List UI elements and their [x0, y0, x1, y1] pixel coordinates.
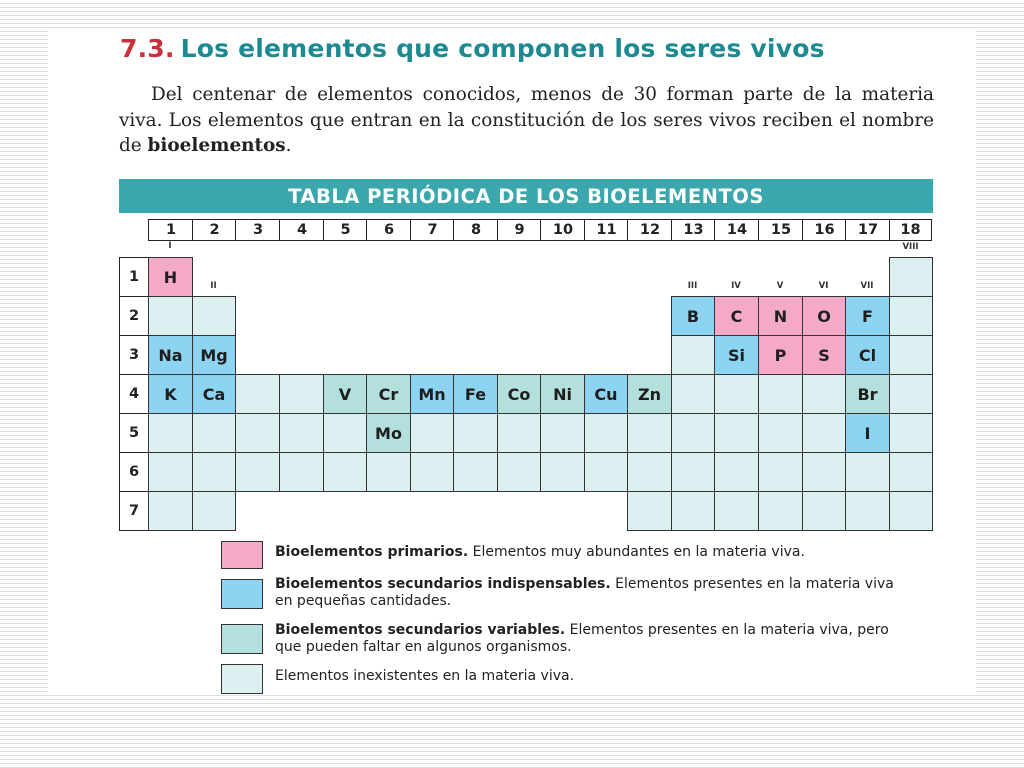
roman-group-label: VII	[860, 281, 874, 291]
period-label: 3	[119, 335, 149, 375]
legend-swatch-secondary-indispensable	[221, 579, 263, 609]
roman-group-label: I	[168, 241, 172, 251]
empty-element-cell	[192, 296, 236, 336]
element-cell-mo: Mo	[366, 413, 411, 453]
empty-element-cell	[845, 452, 890, 492]
element-cell-br: Br	[845, 374, 890, 414]
group-header: 12	[627, 219, 672, 241]
element-cell-ca: Ca	[192, 374, 236, 414]
element-cell-na: Na	[148, 335, 193, 375]
empty-element-cell	[671, 452, 715, 492]
empty-element-cell	[714, 374, 759, 414]
group-header: 5	[323, 219, 367, 241]
roman-group-label: VI	[818, 281, 829, 291]
empty-element-cell	[584, 452, 628, 492]
roman-group-label: VIII	[902, 242, 919, 252]
element-cell-cu: Cu	[584, 374, 628, 414]
legend-swatch-absent	[221, 664, 263, 694]
group-header: 16	[802, 219, 846, 241]
roman-group-label: V	[776, 281, 784, 291]
period-label: 2	[119, 296, 149, 336]
empty-element-cell	[540, 413, 585, 453]
group-header: 2	[192, 219, 236, 241]
empty-element-cell	[889, 452, 933, 492]
empty-element-cell	[627, 452, 672, 492]
section-title: Los elementos que componen los seres vivos	[180, 34, 825, 63]
empty-element-cell	[497, 452, 541, 492]
empty-element-cell	[714, 452, 759, 492]
legend-swatch-primary	[221, 541, 263, 569]
empty-element-cell	[889, 257, 933, 297]
legend-description: Elementos muy abundantes en la materia viva.	[468, 544, 805, 560]
empty-element-cell	[889, 335, 933, 375]
legend-term: Bioelementos secundarios variables.	[275, 622, 566, 638]
textbook-page	[48, 30, 976, 694]
legend-text	[275, 668, 915, 685]
empty-element-cell	[279, 413, 324, 453]
empty-element-cell	[889, 374, 933, 414]
element-cell-co: Co	[497, 374, 541, 414]
group-header: 13	[671, 219, 715, 241]
empty-element-cell	[802, 452, 846, 492]
element-cell-zn: Zn	[627, 374, 672, 414]
section-number: 7.3.	[120, 34, 175, 63]
group-header: 11	[584, 219, 628, 241]
empty-element-cell	[889, 491, 933, 531]
empty-element-cell	[889, 413, 933, 453]
legend-description: Elementos inexistentes en la materia viva.	[275, 668, 575, 684]
element-cell-c: C	[714, 296, 759, 336]
empty-element-cell	[323, 413, 367, 453]
empty-element-cell	[497, 413, 541, 453]
empty-element-cell	[453, 413, 498, 453]
empty-element-cell	[279, 452, 324, 492]
element-cell-v: V	[323, 374, 367, 414]
element-cell-si: Si	[714, 335, 759, 375]
period-label: 6	[119, 452, 149, 492]
group-header: 14	[714, 219, 759, 241]
empty-element-cell	[323, 452, 367, 492]
legend-text	[275, 622, 915, 656]
empty-element-cell	[802, 413, 846, 453]
period-label: 4	[119, 374, 149, 414]
group-header: 8	[453, 219, 498, 241]
element-cell-mn: Mn	[410, 374, 454, 414]
group-header: 7	[410, 219, 454, 241]
empty-element-cell	[671, 374, 715, 414]
element-cell-ni: Ni	[540, 374, 585, 414]
period-label: 7	[119, 491, 149, 531]
element-cell-mg: Mg	[192, 335, 236, 375]
empty-element-cell	[148, 296, 193, 336]
group-header: 3	[235, 219, 280, 241]
element-cell-p: P	[758, 335, 803, 375]
empty-element-cell	[758, 374, 803, 414]
empty-element-cell	[366, 452, 411, 492]
empty-element-cell	[148, 452, 193, 492]
element-cell-cl: Cl	[845, 335, 890, 375]
empty-element-cell	[845, 491, 890, 531]
empty-element-cell	[192, 452, 236, 492]
group-header: 9	[497, 219, 541, 241]
empty-element-cell	[758, 491, 803, 531]
empty-element-cell	[671, 491, 715, 531]
element-cell-s: S	[802, 335, 846, 375]
element-cell-k: K	[148, 374, 193, 414]
empty-element-cell	[714, 491, 759, 531]
empty-element-cell	[802, 374, 846, 414]
intro-text: Del centenar de elementos conocidos, menos de 30 forman parte de la materia viva. Los elementos que entran en la constitución de los seres vivos reciben el nombre de	[119, 84, 934, 156]
intro-paragraph	[119, 82, 934, 159]
empty-element-cell	[671, 335, 715, 375]
element-cell-fe: Fe	[453, 374, 498, 414]
group-header: 15	[758, 219, 803, 241]
empty-element-cell	[714, 413, 759, 453]
legend-text	[275, 576, 915, 610]
empty-element-cell	[540, 452, 585, 492]
legend-text	[275, 544, 915, 561]
intro-end: .	[285, 135, 292, 156]
empty-element-cell	[758, 452, 803, 492]
group-header: 1	[148, 219, 193, 241]
empty-element-cell	[235, 452, 280, 492]
roman-group-label: II	[210, 281, 217, 291]
empty-element-cell	[584, 413, 628, 453]
empty-element-cell	[148, 491, 193, 531]
group-header: 4	[279, 219, 324, 241]
empty-element-cell	[889, 296, 933, 336]
roman-group-label: IV	[731, 281, 741, 291]
group-header: 10	[540, 219, 585, 241]
legend-description: Elementos presentes en la materia viva en pequeñas cantidades.	[275, 576, 894, 609]
intro-bold-term: bioelementos	[147, 135, 286, 156]
period-label: 5	[119, 413, 149, 453]
empty-element-cell	[410, 413, 454, 453]
legend-term: Bioelementos secundarios indispensables.	[275, 576, 611, 592]
element-cell-n: N	[758, 296, 803, 336]
empty-element-cell	[235, 413, 280, 453]
empty-element-cell	[410, 452, 454, 492]
table-title: TABLA PERIÓDICA DE LOS BIOELEMENTOS	[119, 179, 933, 213]
empty-element-cell	[235, 374, 280, 414]
element-cell-b: B	[671, 296, 715, 336]
group-header: 17	[845, 219, 890, 241]
empty-element-cell	[802, 491, 846, 531]
element-cell-f: F	[845, 296, 890, 336]
element-cell-o: O	[802, 296, 846, 336]
group-header: 6	[366, 219, 411, 241]
group-header: 18	[889, 219, 932, 241]
empty-element-cell	[453, 452, 498, 492]
empty-element-cell	[148, 413, 193, 453]
roman-group-label: III	[687, 281, 698, 291]
empty-element-cell	[671, 413, 715, 453]
empty-element-cell	[279, 374, 324, 414]
empty-element-cell	[192, 491, 236, 531]
element-cell-h: H	[148, 257, 193, 297]
empty-element-cell	[627, 491, 672, 531]
legend-swatch-secondary-variable	[221, 624, 263, 654]
legend-description: Elementos presentes en la materia viva, pero que pueden faltar en algunos organismos.	[275, 622, 889, 655]
section-heading	[120, 34, 825, 63]
element-cell-i: I	[845, 413, 890, 453]
period-label: 1	[119, 257, 149, 297]
empty-element-cell	[192, 413, 236, 453]
legend-term: Bioelementos primarios.	[275, 544, 469, 560]
empty-element-cell	[627, 413, 672, 453]
element-cell-cr: Cr	[366, 374, 411, 414]
empty-element-cell	[758, 413, 803, 453]
